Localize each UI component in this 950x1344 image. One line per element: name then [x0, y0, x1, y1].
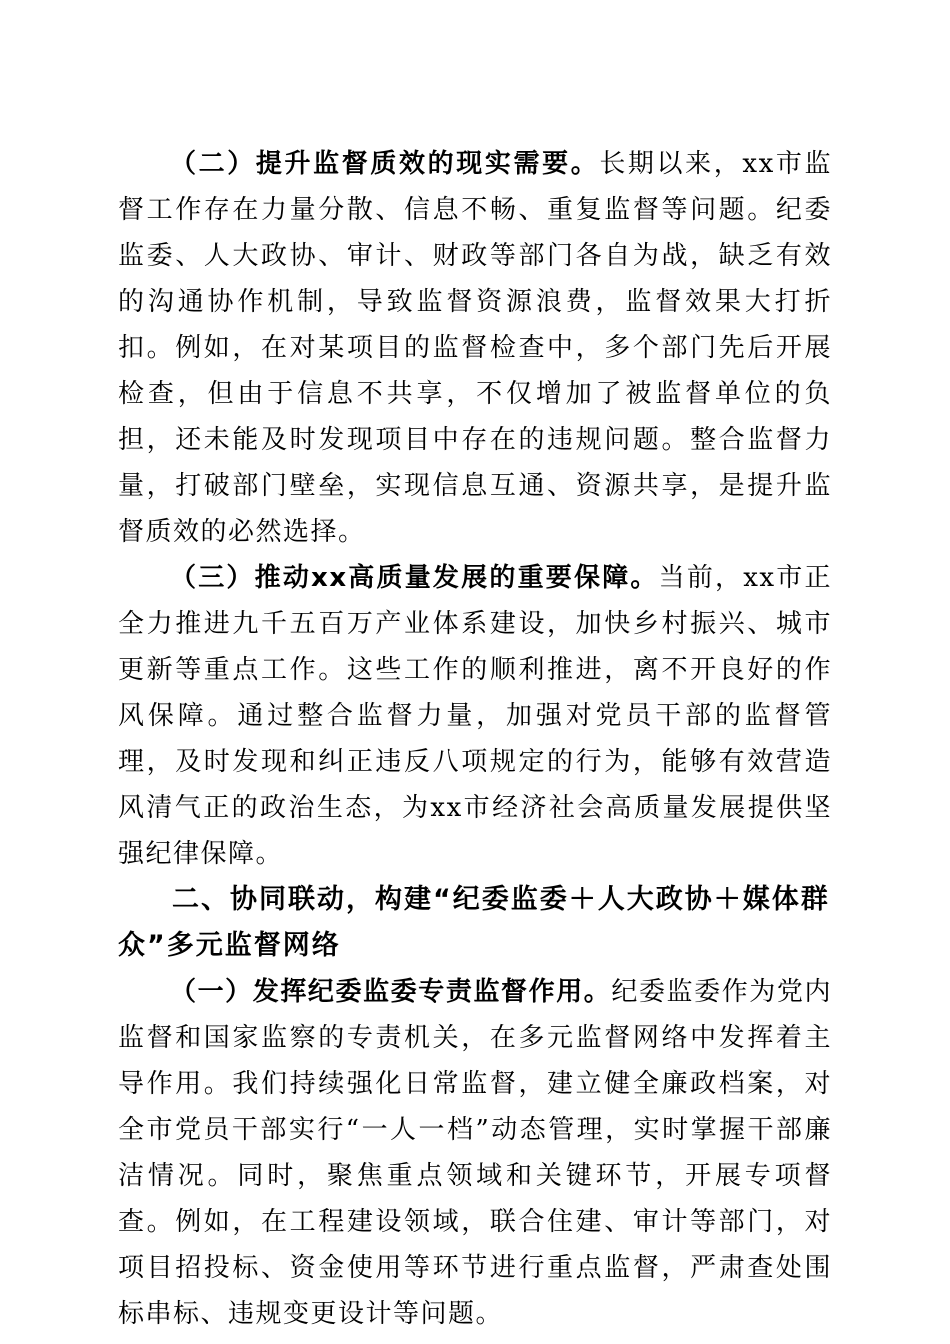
- paragraph-lead: （三）推动xx高质量发展的重要保障。: [170, 563, 659, 593]
- paragraph-supervision-role: [118, 969, 832, 1337]
- paragraph-development-guarantee: [118, 555, 832, 877]
- paragraph-body: 长期以来，xx市监督工作存在力量分散、信息不畅、重复监督等问题。纪委监委、人大政协、审计、财政等部门各自为战，缺乏有效的沟通协作机制，导致监督资源浪费，监督效果大打折扣。例如，在对某项目的监督检查中，多个部门先后开展检查，但由于信息不共享，不仅增加了被监督单位的负担，还未能及时发现项目中存在的违规问题。整合监督力量，打破部门壁垒，实现信息互通、资源共享，是提升监督质效的必然选择。: [118, 149, 832, 547]
- section-heading: 二、协同联动，构建“纪委监委＋人大政协＋媒体群众”多元监督网络: [118, 884, 830, 961]
- paragraph-body: 当前，xx市正全力推进九千五百万产业体系建设，加快乡村振兴、城市更新等重点工作。这些工作的顺利推进，离不开良好的作风保障。通过整合监督力量，加强对党员干部的监督管理，及时发现和纠正违反八项规定的行为，能够有效营造风清气正的政治生态，为xx市经济社会高质量发展提供坚强纪律保障。: [118, 563, 833, 869]
- paragraph-lead: （一）发挥纪委监委专责监督作用。: [170, 977, 612, 1007]
- paragraph-body: 纪委监委作为党内监督和国家监察的专责机关，在多元监督网络中发挥着主导作用。我们持续强化日常监督，建立健全廉政档案，对全市党员干部实行“一人一档”动态管理，实时掌握干部廉洁情况。同时，聚焦重点领域和关键环节，开展专项督查。例如，在工程建设领域，联合住建、审计等部门，对项目招投标、资金使用等环节进行重点监督，严肃查处围标串标、违规变更设计等问题。: [118, 977, 832, 1329]
- document-body: [118, 141, 832, 1337]
- paragraph-lead: （二）提升监督质效的现实需要。: [170, 149, 600, 179]
- paragraph-quality-efficiency: [118, 141, 832, 555]
